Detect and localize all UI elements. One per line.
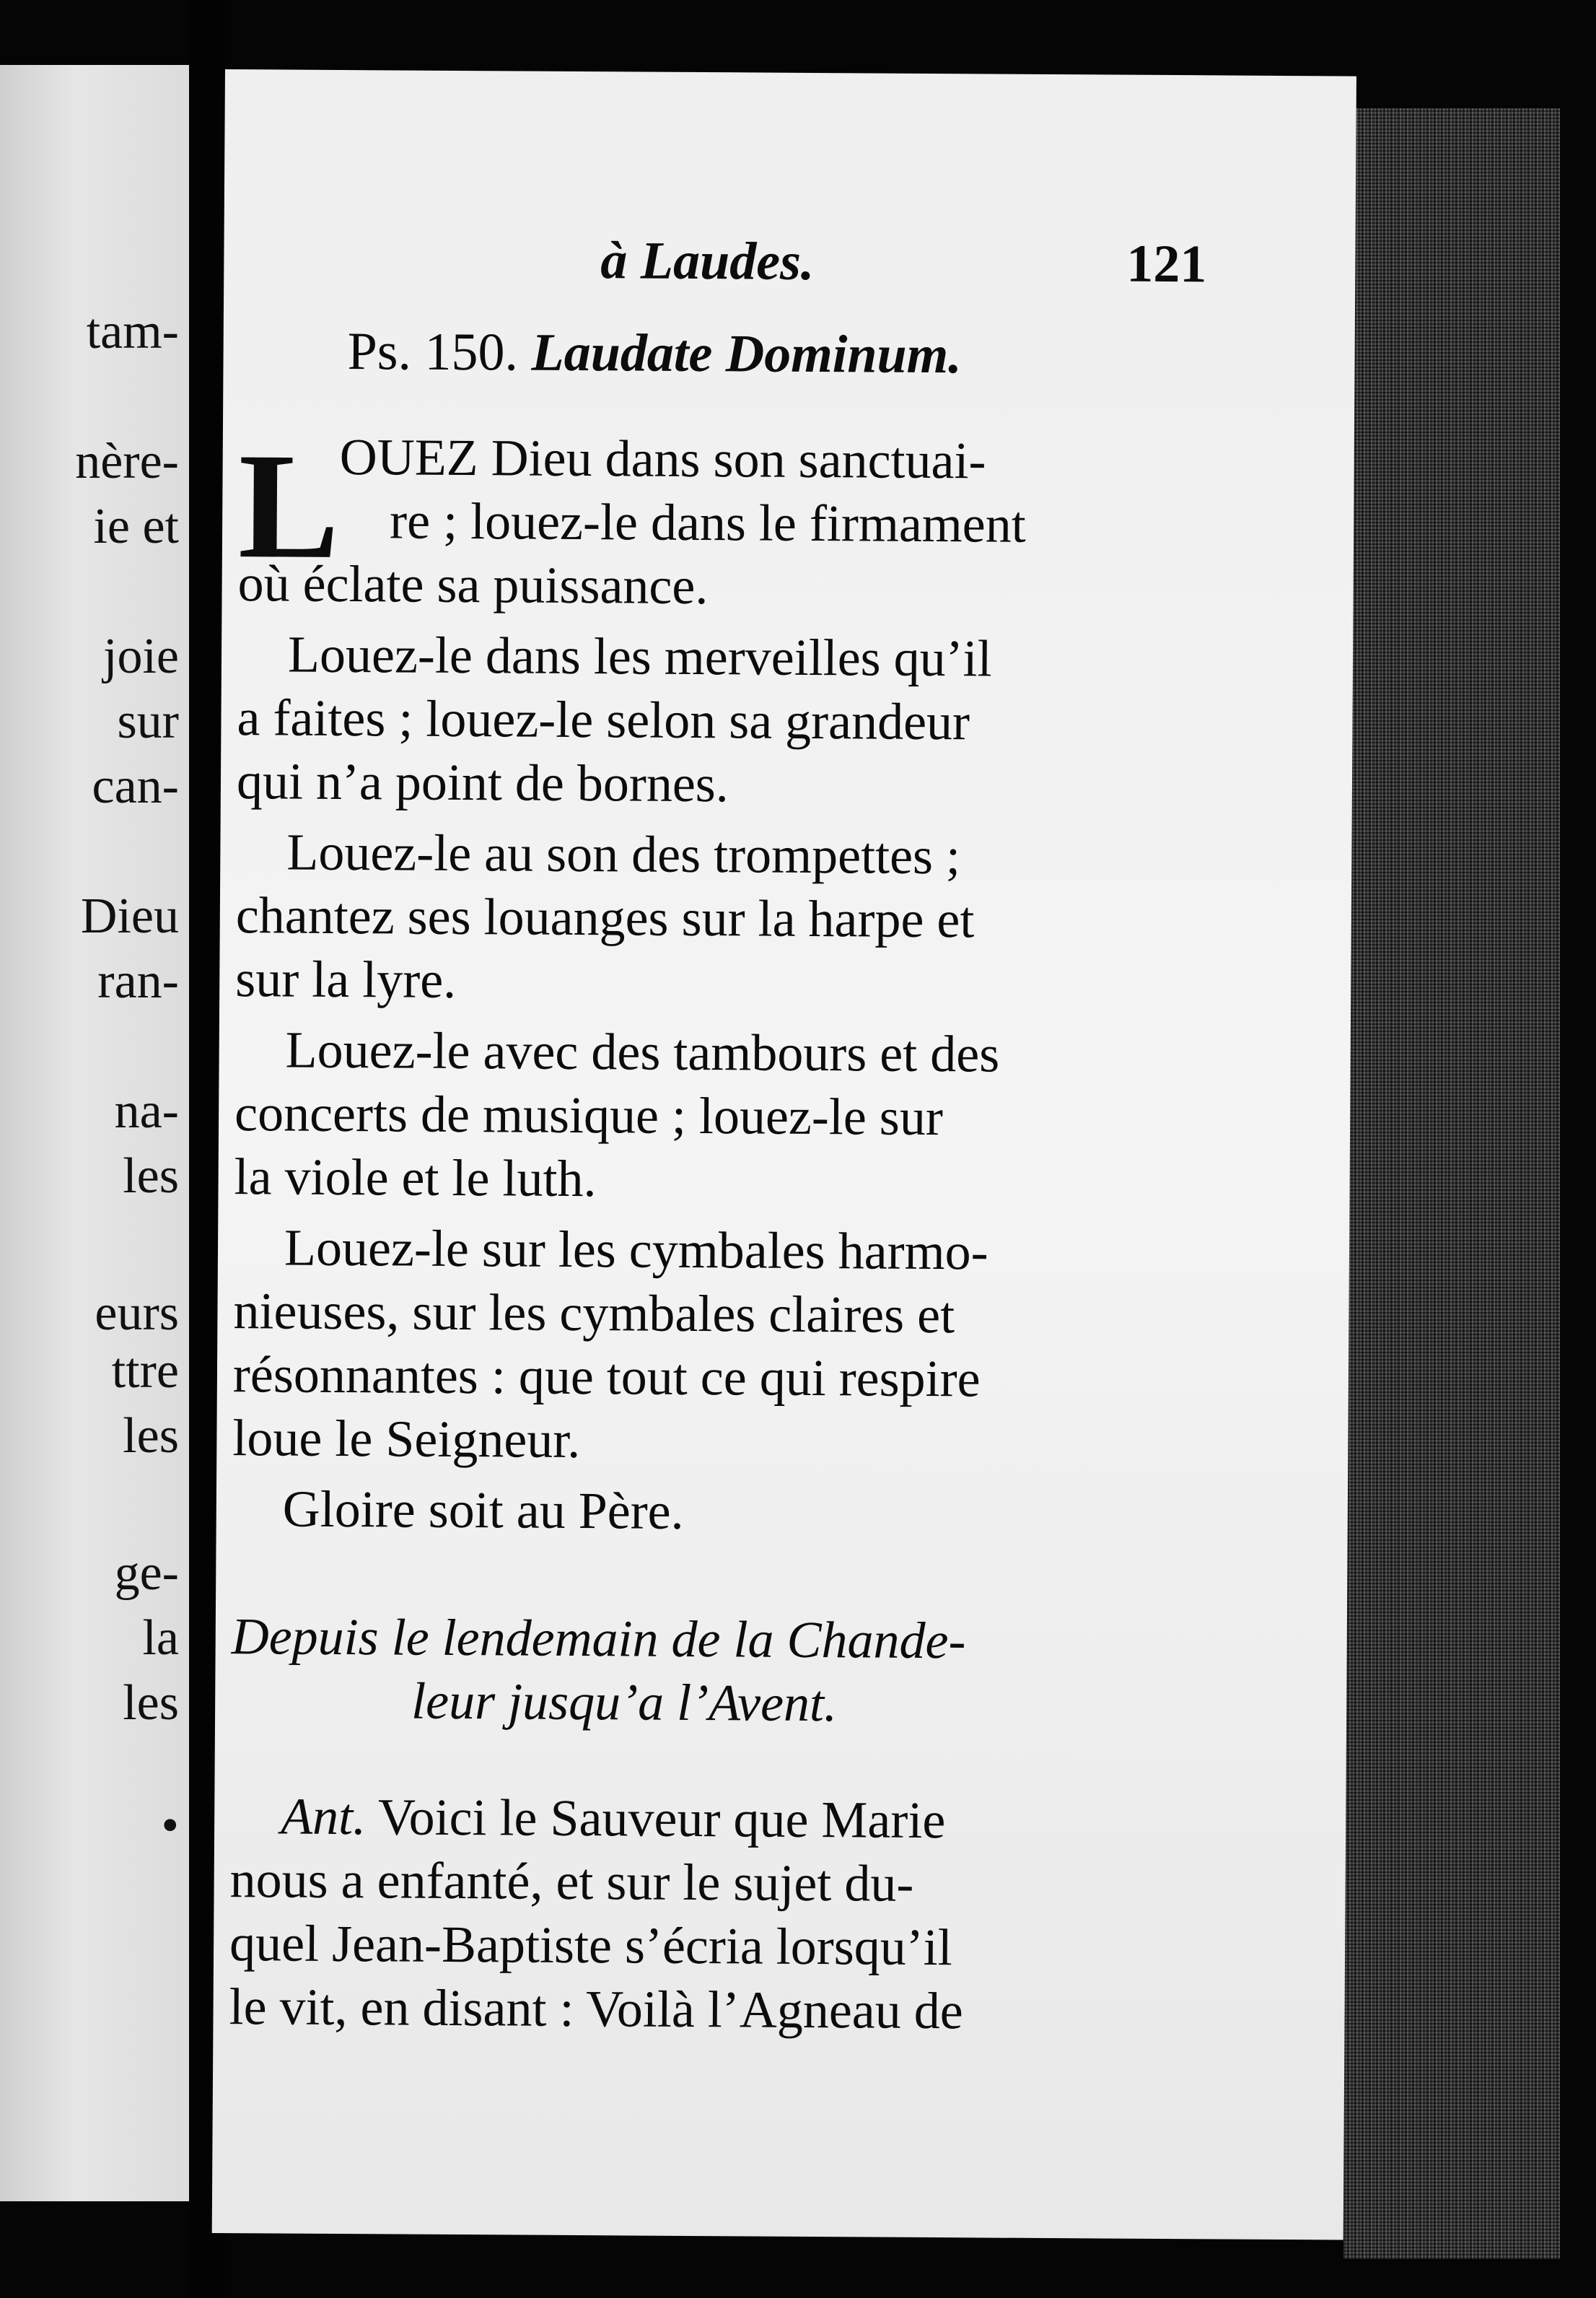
verse-line: re ; louez-le dans le firmament (389, 492, 1027, 554)
verse-line: a faites ; louez-le selon sa grandeur (237, 689, 970, 751)
running-header (240, 228, 1207, 306)
verse-line: nieuses, sur les cymbales claires et (233, 1282, 955, 1345)
verse-line: OUEZ Dieu dans son sanctuai- (339, 427, 986, 490)
rubric-line: Depuis le lendemain de la Chande- (231, 1607, 966, 1670)
verse-line: où éclate sa puissance. (237, 554, 709, 616)
facing-page-line: sur (117, 694, 179, 749)
antiphon-line: le vit, en disant : Voilà l’Agneau de (229, 1978, 963, 2040)
antiphon-line: quel Jean-Baptiste s’écria lorsqu’il (229, 1914, 953, 1977)
antiphon-label: Ant. (280, 1787, 367, 1846)
psalm-heading (347, 321, 962, 386)
facing-page-line: eurs (95, 1285, 179, 1341)
verse-line: concerts de musique ; louez-le sur (234, 1084, 944, 1147)
verse-line: la viole et le luth. (234, 1148, 597, 1208)
verse-line: Louez-le avec des tambours et des (285, 1021, 1000, 1083)
page-block-edge (1343, 108, 1560, 2259)
facing-page-line: les (123, 1148, 179, 1204)
facing-page (0, 65, 189, 2201)
verse-line: Louez-le dans les merveilles qu’il (287, 625, 992, 688)
gloria-line: Gloire soit au Père. (282, 1480, 684, 1540)
antiphon-line: nous a enfanté, et sur le sujet du- (229, 1851, 914, 1913)
facing-page-line: Dieu (80, 888, 179, 944)
facing-page-line: nère- (75, 434, 179, 489)
drop-cap: L (237, 422, 341, 590)
rubric-line: leur jusqu’a l’Avent. (411, 1672, 838, 1733)
verse-line: qui n’a point de bornes. (236, 752, 729, 813)
book-page (212, 69, 1356, 2240)
facing-page-line: can- (92, 759, 179, 814)
facing-page-line: ran- (97, 953, 179, 1009)
verse-line: sur la lyre. (235, 950, 457, 1009)
page-number: 121 (1126, 234, 1207, 294)
facing-page-line: ttre (111, 1343, 179, 1399)
facing-page-line: la (142, 1610, 179, 1666)
facing-page-line: les (123, 1408, 179, 1464)
antiphon-line (280, 1787, 1248, 1850)
facing-page-line: • (161, 1798, 179, 1853)
antiphon-text: Voici le Sauveur que Marie (377, 1788, 946, 1850)
running-title: à Laudes. (600, 231, 815, 292)
facing-page-line: ge- (114, 1545, 179, 1601)
verse-line: Louez-le sur les cymbales harmo- (284, 1218, 988, 1281)
verse-line: Louez-le au son des trompettes ; (286, 823, 961, 886)
facing-page-line: ie et (93, 499, 179, 554)
verse-line: loue le Seigneur. (232, 1409, 581, 1469)
verse-line: chantez ses louanges sur la harpe et (235, 886, 975, 949)
psalm-latin-title: Laudate Dominum. (531, 323, 963, 385)
facing-page-line: na- (114, 1083, 179, 1139)
facing-page-line: tam- (86, 304, 179, 359)
verse-line: résonnantes : que tout ce qui respire (232, 1345, 981, 1408)
facing-page-line: les (123, 1675, 179, 1731)
facing-page-line: joie (103, 629, 179, 684)
psalm-number: Ps. 150. (347, 322, 519, 383)
page-text (229, 69, 1208, 2040)
